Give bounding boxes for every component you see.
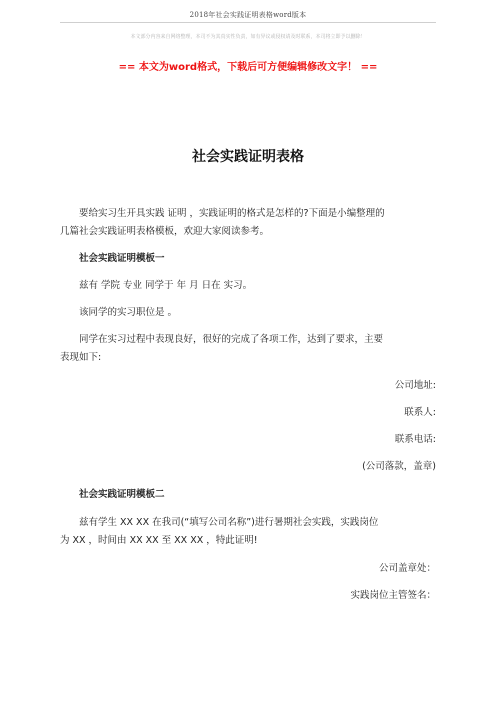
running-header: 2018年社会实践证明表格word版本 [189,11,307,19]
template2-line1a: 兹有学生 XX XX 在我司(“填写公司名称”)进行暑期社会实践，实践岗位 [79,517,379,528]
company-address-label: 公司地址: [394,380,436,391]
contact-person-label: 联系人: [404,407,436,418]
template1-heading: 社会实践证明模板一 [79,253,165,264]
intro-paragraph-line1: 要给实习生开具实践 证明 ，实践证明的格式是怎样的?下面是小编整理的 [79,208,385,219]
supervisor-signature-label: 实践岗位主管签名： [350,590,436,601]
word-format-banner: == 本文为word格式，下载后可方便编辑修改文字！ == [118,62,378,73]
company-seal-label: (公司落款，盖章) [362,461,436,472]
disclaimer-text: 本文部分内容来自网络整理，本司不为其真实性负责，如有异议或侵权请及时联系，本司将立即予以删除！ [130,34,366,40]
template1-line1: 兹有 学院 专业 同学于 年 月 日在 实习。 [79,280,253,291]
contact-phone-label: 联系电话: [394,434,436,445]
document-title: 社会实践证明表格 [192,149,304,165]
company-seal-area-label: 公司盖章处： [378,563,436,574]
template1-line3b: 表现如下: [60,352,102,363]
template2-heading: 社会实践证明模板二 [79,489,165,500]
template1-line2: 该同学的实习职位是 。 [79,307,178,318]
header-divider [60,22,436,23]
template2-line1b: 为 XX ，时间由 XX XX 至 XX XX ，特此证明! [60,535,258,546]
template1-line3a: 同学在实习过程中表现良好，很好的完成了各项工作，达到了要求，主要 [79,334,384,345]
intro-paragraph-line2: 几篇社会实践证明表格模板，欢迎大家阅读参考。 [60,226,270,237]
